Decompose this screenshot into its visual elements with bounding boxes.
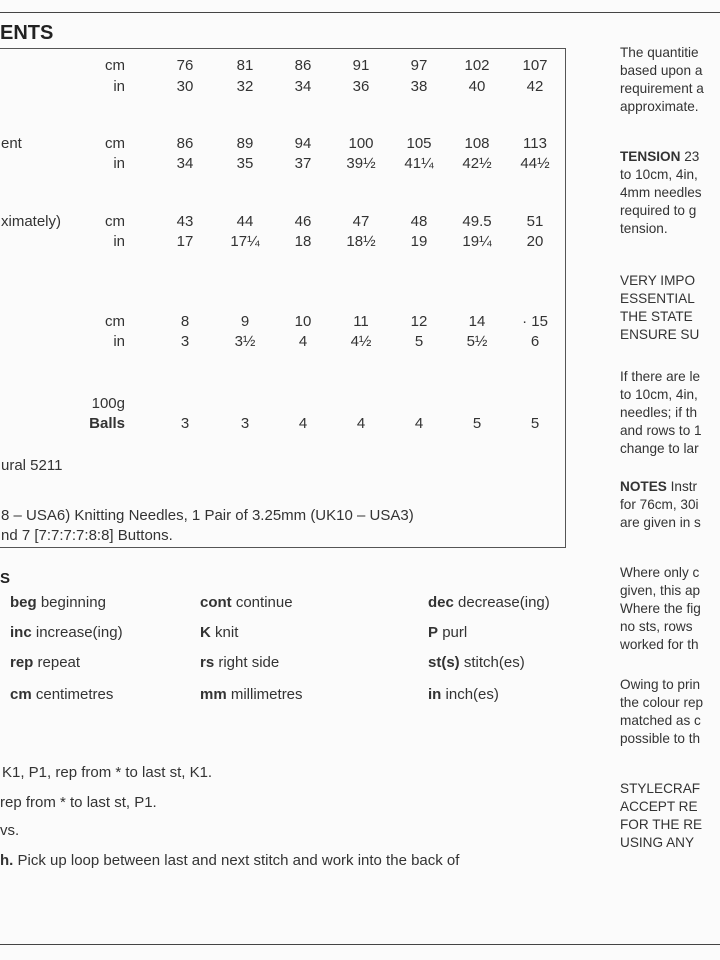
text-line: FOR THE RE [620, 817, 703, 832]
value-cell: 14 [468, 313, 486, 330]
abbr-meaning: repeat [37, 654, 81, 671]
value-cell: 3½ [234, 333, 256, 350]
text-line: Owing to prin [620, 677, 701, 692]
text-line: needles; if th [620, 405, 698, 420]
abbr-meaning: millimetres [230, 686, 303, 703]
text-line: the colour rep [620, 695, 704, 710]
abbr-term: dec [428, 594, 454, 611]
value-cell: 76 [176, 57, 194, 74]
value-cell: 86 [294, 57, 312, 74]
text-line: required to g [620, 203, 697, 218]
value-cell: 42½ [462, 155, 492, 172]
notes-text: Instr [666, 479, 698, 494]
value-cell: 37 [294, 155, 312, 172]
unit-in: in [113, 233, 125, 250]
value-cell: 91 [352, 57, 370, 74]
tension-label: TENSION [620, 149, 681, 164]
value-cell: 17 [176, 233, 194, 250]
abbr-meaning: increase(ing) [35, 624, 123, 641]
abbr-term: cm [10, 686, 32, 703]
abbr-meaning: decrease(ing) [458, 594, 550, 611]
value-cell: 102 [464, 57, 490, 74]
balls-cell: 3 [180, 415, 190, 432]
abbr-term: beg [10, 594, 37, 611]
value-cell: 100 [348, 135, 374, 152]
abbreviation [10, 624, 123, 641]
text-line: If there are le [620, 369, 701, 384]
value-cell: 89 [236, 135, 254, 152]
text-line: Where the fig [620, 601, 701, 616]
abbr-term: cont [200, 594, 232, 611]
value-cell: 11 [353, 313, 369, 330]
measurements-table [0, 48, 566, 548]
notes-label: NOTES [620, 479, 667, 494]
figures-paragraph [620, 564, 701, 654]
unit-cm: cm [105, 313, 125, 330]
value-cell: 36 [352, 78, 370, 95]
value-cell: 35 [236, 155, 254, 172]
needles-line-1: 8 – USA6) Knitting Needles, 1 Pair of 3.25mm (UK10 – USA3) [1, 507, 414, 524]
text-line [620, 478, 701, 496]
abbreviation [428, 686, 499, 703]
value-cell: 4 [298, 333, 308, 350]
stitch-line: vs. [0, 822, 20, 839]
abbr-meaning: right side [218, 654, 280, 671]
text-line: possible to th [620, 731, 701, 746]
text-line: approximate. [620, 99, 699, 114]
text-line: requirement a [620, 81, 704, 96]
value-cell: 41¼ [404, 155, 434, 172]
needles-line-2: nd 7 [7:7:7:7:8:8] Buttons. [1, 527, 173, 544]
text-line: tension. [620, 221, 668, 236]
stitch-line: K1, P1, rep from * to last st, K1. [2, 764, 213, 781]
text-line: Where only c [620, 565, 700, 580]
tension-value: 23 [680, 149, 700, 164]
text-line: change to lar [620, 441, 699, 456]
value-cell: 39½ [346, 155, 376, 172]
text-line: given, this ap [620, 583, 701, 598]
value-cell: 19¼ [462, 233, 492, 250]
abbr-meaning: beginning [40, 594, 106, 611]
abbreviations-heading: S [0, 570, 11, 587]
abbreviation [10, 686, 113, 703]
abbr-term: inc [10, 624, 32, 641]
value-cell: 30 [176, 78, 194, 95]
value-cell: 97 [410, 57, 428, 74]
value-cell: 34 [176, 155, 194, 172]
unit-cm: cm [105, 213, 125, 230]
stitch-text: Pick up loop between last and next stitch and work into the back of [13, 852, 460, 869]
text-line: VERY IMPO [620, 273, 696, 288]
text-line: The quantitie [620, 45, 699, 60]
balls-cell: 4 [298, 415, 308, 432]
unit-in: in [113, 78, 125, 95]
value-cell: 10 [294, 313, 312, 330]
abbreviation [200, 686, 303, 703]
unit-cm: cm [105, 57, 125, 74]
disclaimer [620, 780, 702, 852]
row-label: ximately) [1, 213, 62, 230]
value-cell: 9 [240, 313, 250, 330]
value-cell: 18½ [346, 233, 376, 250]
printing-paragraph [620, 676, 703, 748]
text-line [620, 148, 702, 166]
abbr-meaning: centimetres [35, 686, 114, 703]
stitch-line [0, 852, 459, 869]
value-cell: 51 [526, 213, 544, 230]
text-line: based upon a [620, 63, 703, 78]
value-cell: 5½ [466, 333, 488, 350]
balls-cell: 5 [472, 415, 482, 432]
abbreviation [428, 624, 467, 641]
value-cell: 49.5 [462, 213, 492, 230]
text-line: to 10cm, 4in, [620, 387, 698, 402]
abbr-term: mm [200, 686, 227, 703]
unit-in: in [113, 333, 125, 350]
abbreviation [428, 594, 550, 611]
value-cell: 86 [176, 135, 194, 152]
value-cell: 19 [410, 233, 428, 250]
abbr-meaning: inch(es) [445, 686, 499, 703]
abbreviation [200, 624, 238, 641]
notes-paragraph [620, 478, 701, 532]
abbr-term: rs [200, 654, 215, 671]
abbr-meaning: continue [235, 594, 293, 611]
abbr-term: st(s) [428, 654, 460, 671]
row-label: ent [1, 135, 22, 152]
value-cell: 46 [294, 213, 312, 230]
value-cell: 6 [530, 333, 540, 350]
value-cell: 81 [236, 57, 254, 74]
value-cell: 32 [236, 78, 254, 95]
value-cell: 48 [410, 213, 428, 230]
balls-cell: 4 [414, 415, 424, 432]
unit-in: in [113, 155, 125, 172]
measurements-heading: ENTS [0, 22, 54, 44]
balls-weight: 100g [91, 395, 125, 412]
balls-cell: 5 [530, 415, 540, 432]
value-cell: 47 [352, 213, 370, 230]
value-cell: 4½ [350, 333, 372, 350]
text-line: matched as c [620, 713, 701, 728]
value-cell: 17¼ [230, 233, 260, 250]
stitch-term: h. [0, 852, 14, 869]
abbr-term: P [428, 624, 439, 641]
value-cell: 20 [526, 233, 544, 250]
text-line: 4mm needles [620, 185, 702, 200]
text-line: no sts, rows [620, 619, 693, 634]
abbr-term: K [200, 624, 211, 641]
yarn-line: ural 5211 [1, 457, 63, 474]
abbr-meaning: stitch(es) [463, 654, 525, 671]
value-cell: 107 [522, 57, 548, 74]
value-cell: 18 [294, 233, 312, 250]
value-cell: 8 [180, 313, 190, 330]
tension-adjust-paragraph [620, 368, 702, 458]
important-warning [620, 272, 699, 344]
value-cell: 40 [468, 78, 486, 95]
text-line: ACCEPT RE [620, 799, 698, 814]
text-line: STYLECRAF [620, 781, 701, 796]
value-cell: 5 [414, 333, 424, 350]
abbreviation [10, 594, 106, 611]
abbr-meaning: knit [215, 624, 239, 641]
text-line: to 10cm, 4in, [620, 167, 698, 182]
top-rule [0, 12, 720, 13]
value-cell: 43 [176, 213, 194, 230]
value-cell: 44 [236, 213, 254, 230]
value-cell: 42 [526, 78, 544, 95]
value-cell: 44½ [520, 155, 550, 172]
balls-cell: 3 [240, 415, 250, 432]
abbreviation [10, 654, 80, 671]
stitch-line: rep from * to last st, P1. [0, 794, 157, 811]
abbr-term: in [428, 686, 442, 703]
balls-label: Balls [89, 415, 125, 432]
abbr-term: rep [10, 654, 34, 671]
text-line: THE STATE [620, 309, 693, 324]
text-line: USING ANY [620, 835, 695, 850]
quantities-paragraph [620, 44, 704, 116]
abbr-meaning: purl [442, 624, 468, 641]
text-line: for 76cm, 30i [620, 497, 699, 512]
abbreviation [200, 594, 293, 611]
text-line: and rows to 1 [620, 423, 702, 438]
value-cell: 3 [180, 333, 190, 350]
value-cell: 34 [294, 78, 312, 95]
value-cell: 108 [464, 135, 490, 152]
value-cell: 12 [410, 313, 428, 330]
abbreviation [200, 654, 279, 671]
text-line: ENSURE SU [620, 327, 700, 342]
text-line: are given in s [620, 515, 701, 530]
value-cell: 105 [406, 135, 432, 152]
value-cell: · 15 [522, 313, 548, 330]
value-cell: 38 [410, 78, 428, 95]
value-cell: 94 [294, 135, 312, 152]
text-line: worked for th [620, 637, 699, 652]
balls-cell: 4 [356, 415, 366, 432]
unit-cm: cm [105, 135, 125, 152]
abbreviation [428, 654, 525, 671]
text-line: ESSENTIAL [620, 291, 695, 306]
bottom-rule [0, 944, 720, 945]
tension-paragraph [620, 148, 702, 238]
value-cell: 113 [523, 135, 547, 152]
